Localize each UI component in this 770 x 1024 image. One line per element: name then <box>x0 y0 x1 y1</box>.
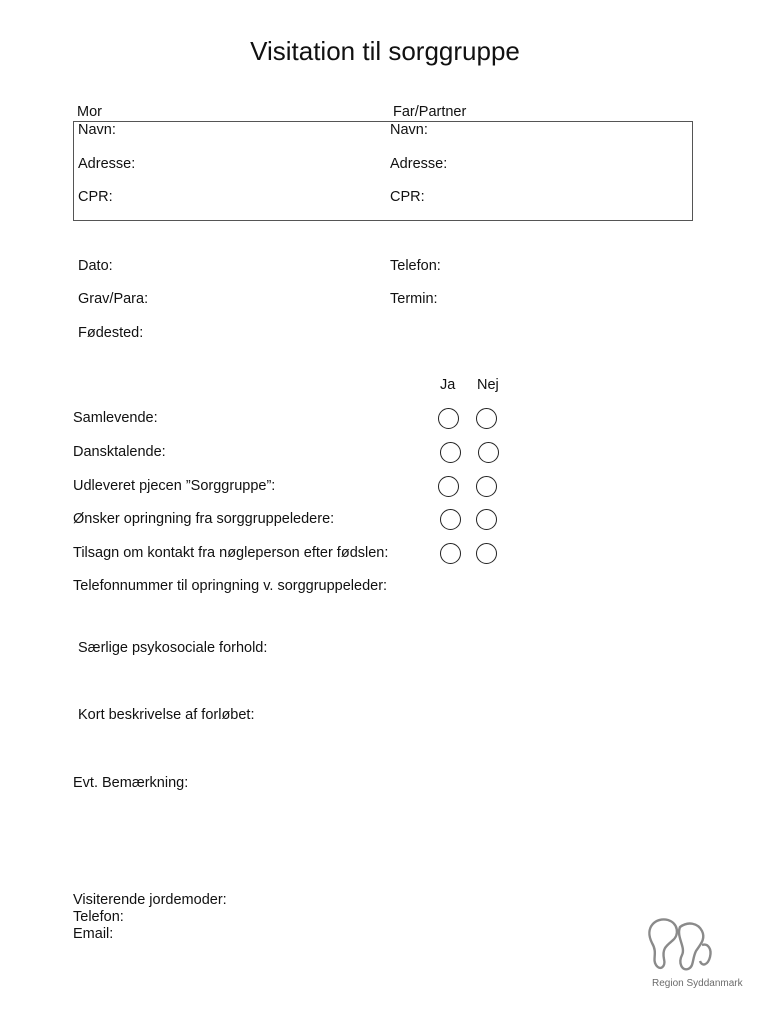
logo-mark-icon <box>642 915 722 977</box>
samlevende-no-radio[interactable] <box>476 408 497 429</box>
question-label: Samlevende: <box>73 410 158 426</box>
birthplace-label: Fødested: <box>78 325 144 341</box>
logo-text: Region Syddanmark <box>652 978 743 989</box>
date-label: Dato: <box>78 258 113 274</box>
samlevende-yes-radio[interactable] <box>438 408 459 429</box>
father-address-label: Adresse: <box>390 156 448 172</box>
parent-info-box <box>73 121 693 221</box>
phone-label: Telefon: <box>390 258 441 274</box>
midwife-label: Visiterende jordemoder: <box>73 892 227 908</box>
question-label: Dansktalende: <box>73 444 166 460</box>
grav-para-label: Grav/Para: <box>78 291 149 307</box>
midwife-email-label: Email: <box>73 926 114 942</box>
psychosocial-label: Særlige psykosociale forhold: <box>78 640 268 656</box>
mother-header: Mor <box>77 104 102 120</box>
opringning-no-radio[interactable] <box>476 509 497 530</box>
phone-callback-label: Telefonnummer til opringning v. sorggruppeleder: <box>73 578 388 594</box>
pjece-yes-radio[interactable] <box>438 476 459 497</box>
noegleperson-no-radio[interactable] <box>476 543 497 564</box>
father-name-label: Navn: <box>390 122 428 138</box>
column-no: Nej <box>477 377 499 393</box>
term-label: Termin: <box>390 291 438 307</box>
course-label: Kort beskrivelse af forløbet: <box>78 707 255 723</box>
father-cpr-label: CPR: <box>390 189 425 205</box>
dansktalende-yes-radio[interactable] <box>440 442 461 463</box>
remark-label: Evt. Bemærkning: <box>73 775 189 791</box>
father-header: Far/Partner <box>393 104 467 120</box>
question-label: Ønsker opringning fra sorggruppeledere: <box>73 511 335 527</box>
question-label: Tilsagn om kontakt fra nøgleperson efter fødslen: <box>73 545 389 561</box>
pjece-no-radio[interactable] <box>476 476 497 497</box>
question-label: Udleveret pjecen ”Sorggruppe”: <box>73 478 276 494</box>
region-syddanmark-logo <box>638 915 743 995</box>
column-yes: Ja <box>440 377 456 393</box>
mother-cpr-label: CPR: <box>78 189 113 205</box>
noegleperson-yes-radio[interactable] <box>440 543 461 564</box>
page-title: Visitation til sorggruppe <box>250 36 520 66</box>
dansktalende-no-radio[interactable] <box>478 442 499 463</box>
mother-name-label: Navn: <box>78 122 116 138</box>
opringning-yes-radio[interactable] <box>440 509 461 530</box>
midwife-phone-label: Telefon: <box>73 909 124 925</box>
mother-address-label: Adresse: <box>78 156 136 172</box>
